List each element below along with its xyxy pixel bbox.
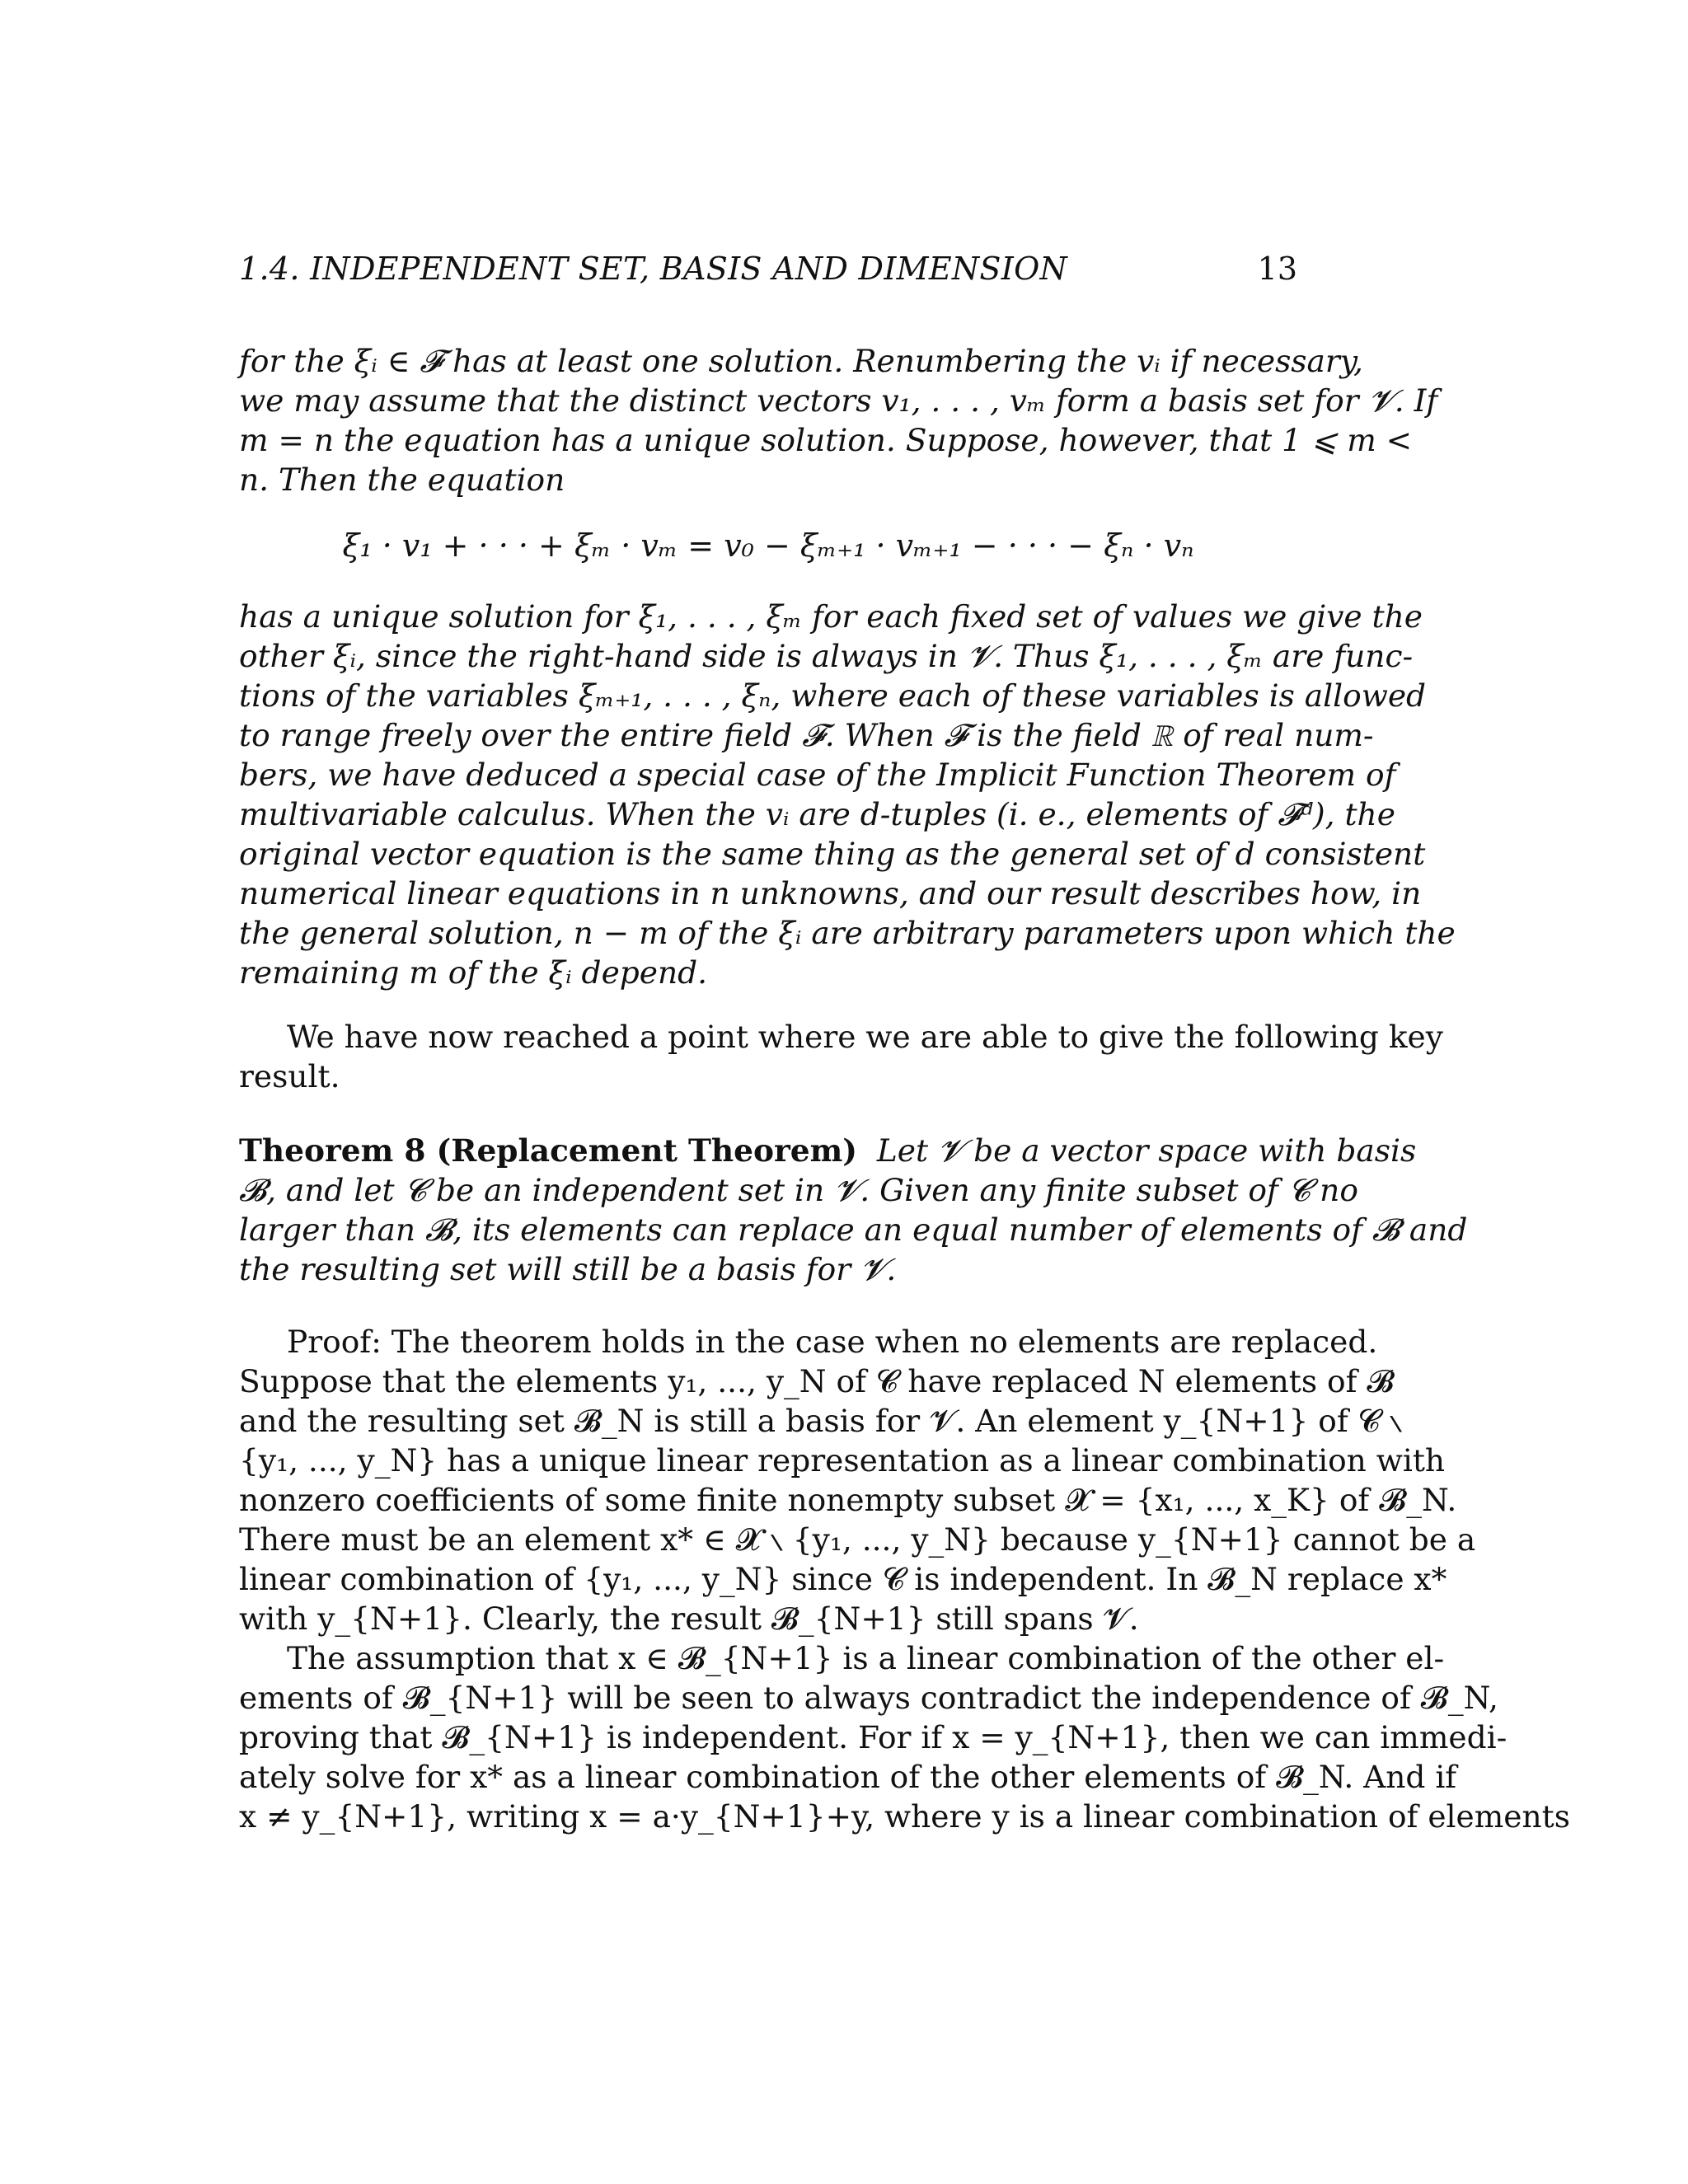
- text-line: original vector equation is the same thing as the general set of d consistent: [239, 836, 1426, 872]
- text-line: we may assume that the distinct vectors v₁, . . . , vₘ form a basis set for 𝓥. If: [239, 382, 1438, 419]
- display-equation: ξ₁ · v₁ + · · · + ξₘ · vₘ = v₀ − ξₘ₊₁ · vₘ₊₁ − · · · − ξₙ · vₙ: [342, 527, 1194, 564]
- text-line: tions of the variables ξₘ₊₁, . . . , ξₙ, where each of these variables is allowed: [239, 677, 1427, 714]
- text-line: bers, we have deduced a special case of the Implicit Function Theorem of: [239, 757, 1396, 793]
- proof-continuation: [239, 1638, 1570, 1836]
- running-head: 1.4. INDEPENDENT SET, BASIS AND DIMENSION: [239, 251, 1068, 287]
- text-line: nonzero coefficients of some finite nonempty subset 𝓧 = {x₁, ..., x_K} of 𝓑_N.: [239, 1482, 1457, 1518]
- text-line: proving that 𝓑_{N+1} is independent. For if x = y_{N+1}, then we can immedi-: [239, 1719, 1507, 1755]
- text-line: multivariable calculus. When the vᵢ are d-tuples (i. e., elements of 𝓕ᵈ), the: [239, 796, 1395, 832]
- text-line: ately solve for x* as a linear combination of the other elements of 𝓑_N. And if: [239, 1759, 1457, 1795]
- text-line: numerical linear equations in n unknowns, and our result describes how, in: [239, 875, 1422, 912]
- paragraph-key-result: [239, 1017, 1443, 1096]
- text-line: 𝓑, and let 𝓒 be an independent set in 𝓥. Given any finite subset of 𝓒 no: [239, 1172, 1358, 1208]
- text-line: result.: [239, 1058, 340, 1094]
- text-line: and the resulting set 𝓑_N is still a basis for 𝓥. An element y_{N+1} of 𝓒 ∖: [239, 1403, 1403, 1439]
- text-line: larger than 𝓑, its elements can replace an equal number of elements of 𝓑 and: [239, 1212, 1468, 1248]
- text-line: The assumption that x ∈ 𝓑_{N+1} is a linear combination of the other el-: [287, 1640, 1445, 1676]
- proof-paragraph: [239, 1322, 1476, 1638]
- text-line: has a unique solution for ξ₁, . . . , ξₘ for each fixed set of values we give the: [239, 598, 1423, 635]
- theorem-first-line: [239, 1131, 1417, 1170]
- page-header: [239, 251, 1297, 300]
- text-line: n. Then the equation: [239, 462, 565, 498]
- text-line: the general solution, n − m of the ξᵢ are arbitrary parameters upon which the: [239, 915, 1456, 951]
- paragraph-continuation: [239, 341, 1438, 499]
- text-line: with y_{N+1}. Clearly, the result 𝓑_{N+1} still spans 𝓥.: [239, 1601, 1139, 1637]
- text-line: for the ξᵢ ∈ 𝓕 has at least one solution. Renumbering the vᵢ if necessary,: [239, 343, 1363, 379]
- text-line: Let 𝓥 be a vector space with basis: [876, 1132, 1417, 1169]
- text-line: We have now reached a point where we are able to give the following key: [287, 1019, 1443, 1055]
- theorem-label: Theorem 8 (Replacement Theorem): [239, 1132, 858, 1169]
- text-line: ements of 𝓑_{N+1} will be seen to always contradict the independence of 𝓑_N,: [239, 1680, 1498, 1716]
- text-line: linear combination of {y₁, ..., y_N} since 𝓒 is independent. In 𝓑_N replace x*: [239, 1561, 1447, 1597]
- theorem-statement: [239, 1131, 1468, 1289]
- text-line: Suppose that the elements y₁, ..., y_N of 𝓒 have replaced N elements of 𝓑: [239, 1363, 1395, 1399]
- text-line: Proof: The theorem holds in the case when no elements are replaced.: [287, 1324, 1378, 1360]
- text-line: other ξᵢ, since the right-hand side is always in 𝓥. Thus ξ₁, . . . , ξₘ are func-: [239, 638, 1414, 674]
- text-line: the resulting set will still be a basis for 𝓥.: [239, 1251, 897, 1287]
- text-line: remaining m of the ξᵢ depend.: [239, 954, 708, 991]
- text-line: There must be an element x* ∈ 𝓧 ∖ {y₁, ..., y_N} because y_{N+1} cannot be a: [239, 1521, 1476, 1558]
- page-number: 13: [1257, 251, 1297, 287]
- text-line: to range freely over the entire field 𝓕. When 𝓕 is the field ℝ of real num-: [239, 717, 1374, 753]
- text-line: m = n the equation has a unique solution. Suppose, however, that 1 ⩽ m <: [239, 422, 1413, 458]
- text-line: x ≠ y_{N+1}, writing x = a·y_{N+1}+y, where y is a linear combination of elements: [239, 1798, 1570, 1835]
- paragraph-implicit-function: [239, 597, 1456, 992]
- text-line: {y₁, ..., y_N} has a unique linear representation as a linear combination with: [239, 1442, 1446, 1479]
